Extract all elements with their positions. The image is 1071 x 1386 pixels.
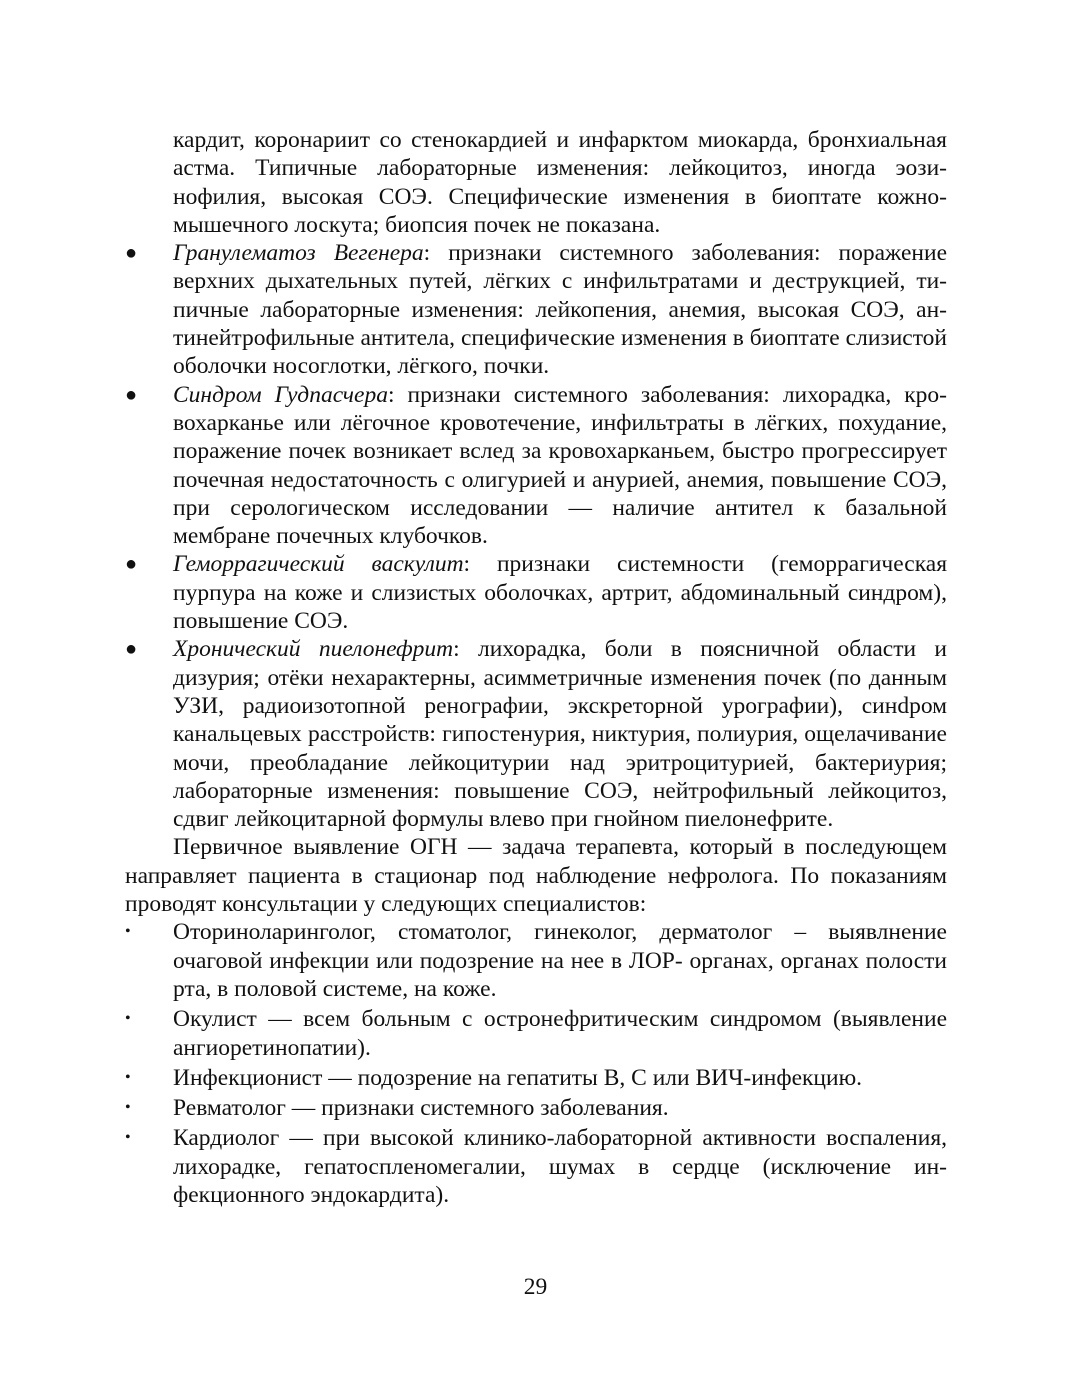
list-item <box>125 550 947 635</box>
bullet-icon: ● <box>125 553 138 576</box>
continuation-paragraph: кардит, коронариит со стенокардией и инфарктом миокарда, бронхиальная астма. Типичные лабораторные изменения: лейкоцитоз, иногда эозинофилия, высокая СОЭ. Специфические изменения в биоптате кожно-мышечного лоскута; биопсия почек не показана. <box>173 127 947 238</box>
body-paragraph: Первичное выявление ОГН — задача терапевта, который в последующем направляет пациента в стационар под наблюдение нефролога. По показаниям проводят консультации у следующих специалистов: <box>125 834 947 918</box>
term-italic: Хронический пиелонефрит <box>173 636 454 663</box>
list-item <box>125 239 947 380</box>
bullet-icon: • <box>125 923 131 941</box>
page-number: 29 <box>523 1274 548 1300</box>
list-item <box>125 381 947 551</box>
specialists-list <box>125 918 947 1209</box>
list-item <box>125 1124 947 1209</box>
list-item <box>125 1064 947 1092</box>
list-item <box>125 1005 947 1062</box>
diseases-list <box>125 239 947 833</box>
list-item <box>125 918 947 1003</box>
bullet-icon: • <box>125 1099 131 1117</box>
item-text: : признаки системного заболевания: поражение верхних дыхательных путей, лёгких с инфильтратами и деструкцией, типичные лабораторные изменения: лейкопения, анемия, высокая СОЭ, антинейтрофильные антитела, специфические изменения в биоптате слизистой оболочки носоглотки, лёгкого, почки. <box>173 240 947 380</box>
item-text: Ревматолог — признаки системного заболевания. <box>173 1095 669 1122</box>
term-italic: Гранулематоз Вегенера <box>173 240 424 267</box>
bullet-icon: • <box>125 1129 131 1147</box>
item-text: Кардиолог — при высокой клинико-лабораторной активности воспаления, лихорадке, гепатоспленомегалии, шумах в сердце (исключение инфекционного эндокардита). <box>173 1125 947 1208</box>
item-text: Инфекционист — подозрение на гепатиты В, С или ВИЧ-инфекцию. <box>173 1064 863 1091</box>
bullet-icon: ● <box>125 638 138 661</box>
bullet-icon: ● <box>125 383 138 406</box>
term-italic: Синдром Гудпасчера <box>173 381 388 408</box>
list-item <box>125 635 947 833</box>
item-text: : признаки системного заболевания: лихорадка, кровохарканье или лёгочное кровотечение, инфильтраты в лёгких, похудание, поражение почек возникает вслед за кровохарканьем, быстро прогрессирует почечная недостаточность с олигурией и анурией, анемия, повышение СОЭ, при серологическом исследовании — наличие антител к базальной мембране почечных клубочков. <box>173 381 947 550</box>
item-text: : лихорадка, боли в поясничной области и дизурия; отёки нехарактерны, асимметричные изменения почек (по данным УЗИ, радиоизотопной ренографии, экскреторной урографии), синdром канальцевых расстройств: гипостенурия, никтурия, полиурия, ощелачивание мочи, преобладание лейкоцитурии над эритроцитурией, бактериурия; лабораторные изменения: повышение СОЭ, нейтрофильный лейкоцитоз, сдвиг лейкоцитарной формулы влево при гнойном пиелонефрите. <box>173 636 947 833</box>
item-text: : признаки системности (геморрагическая пурпура на коже и слизистых оболочках, артрит, абдоминальный синдром), повышение СОЭ. <box>173 551 947 635</box>
item-text: Оториноларинголог, стоматолог, гинеколог, дерматолог – выявлнение очаговой инфекции или подозрение на нее в ЛОР- органах, органах полости рта, в половой системе, на коже. <box>173 919 947 1002</box>
item-text: Окулист — всем больным с остронефритическим синдромом (выявление ангиоретинопатии). <box>173 1006 947 1061</box>
bullet-icon: • <box>125 1068 131 1086</box>
bullet-icon: ● <box>125 242 138 265</box>
page-body <box>125 126 947 1211</box>
term-italic: Геморрагический васкулит <box>173 551 464 578</box>
bullet-icon: • <box>125 1010 131 1028</box>
list-item <box>125 1094 947 1122</box>
